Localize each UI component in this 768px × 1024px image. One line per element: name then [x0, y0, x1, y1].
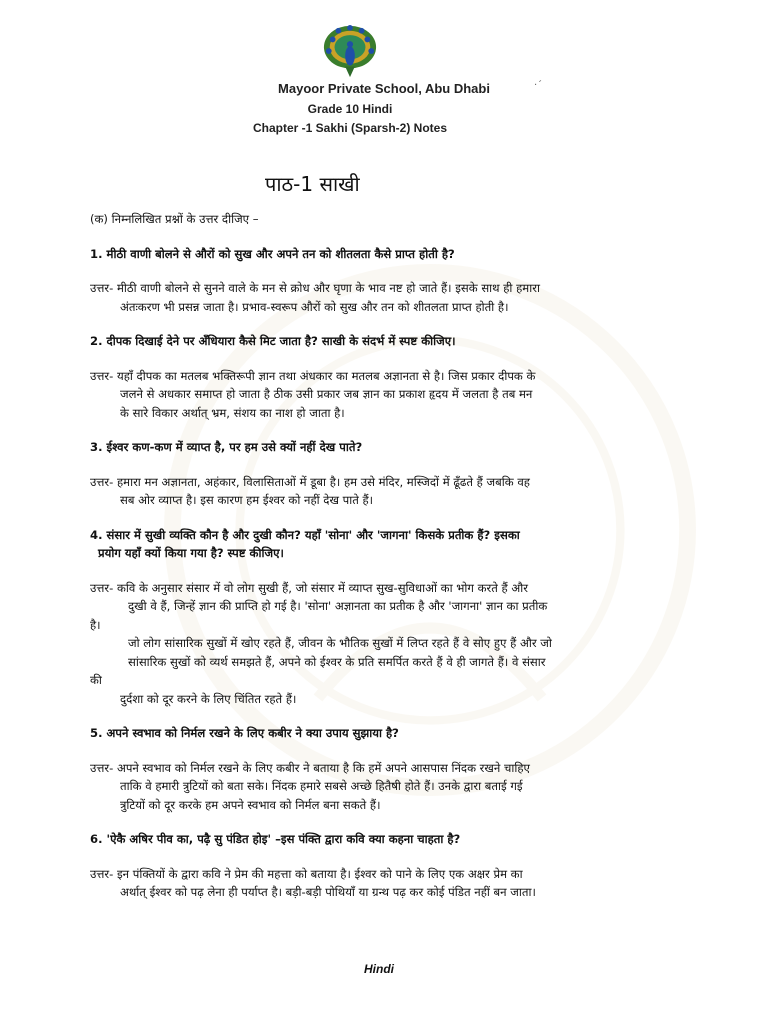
question-line — [90, 245, 690, 264]
question-line — [90, 724, 690, 743]
question-text: अपने स्वभाव को निर्मल रखने के लिए कबीर ने क्या उपाय सुझाया है? — [106, 726, 399, 740]
answer — [90, 759, 690, 815]
answer-line: ताकि वे हमारी त्रुटियों को बता सके। निंदक हमारे सबसे अच्छे हितैषी होते हैं। उनके द्वारा बताई गई — [120, 779, 523, 793]
answer-line: उत्तर- कवि के अनुसार संसार में वो लोग सुखी हैं, जो संसार में व्याप्त सुख-सुविधाओं का भोग करते हैं और — [90, 580, 529, 595]
answer-line: उत्तर- हमारा मन अज्ञानता, अहंकार, विलासिताओं में डूबा है। हम उसे मंदिर, मस्जिदों में ढूँढते हैं जबकि वह — [90, 474, 530, 489]
question-line — [90, 830, 690, 849]
answer-line: सब ओर व्याप्त है। इस कारण हम ईश्वर को नहीं देख पाते हैं। — [120, 493, 374, 507]
question-number: 4. — [90, 527, 103, 542]
answer-line: उत्तर- यहाँ दीपक का मतलब भक्तिरूपी ज्ञान तथा अंधकार का मतलब अज्ञानता से है। जिस प्रकार दीपक के — [90, 368, 536, 383]
question-line — [90, 332, 690, 351]
question-number: 1. — [90, 246, 103, 261]
corner-mark: ·ˊ — [534, 80, 543, 91]
instruction: (क) निम्नलिखित प्रश्नों के उत्तर दीजिए – — [90, 212, 259, 226]
question-number: 2. — [90, 334, 103, 348]
question — [90, 245, 690, 264]
answer-line: है। — [90, 617, 101, 632]
grade-label: Grade 10 Hindi — [307, 102, 393, 116]
peacock-logo — [321, 24, 379, 80]
answer — [90, 279, 690, 316]
notes-content — [90, 210, 690, 918]
answer-line: दुर्दशा को दूर करने के लिए चिंतित रहते हैं। — [120, 691, 297, 706]
answer-line: अंतःकरण भी प्रसन्न जाता है। प्रभाव-स्वरूप औरों को सुख और तन को शीतलता प्राप्त होती है। — [120, 299, 509, 314]
question — [90, 830, 690, 849]
question-number: 5. — [90, 726, 103, 740]
qa-list — [90, 245, 690, 902]
question — [90, 332, 690, 351]
answer-line: सांसारिक सुखों को व्यर्थ समझते हैं, अपने को ईश्वर के प्रति समर्पित करते हैं वे ही जागते हैं। वे संसार — [128, 654, 546, 669]
question-text: मीठी वाणी बोलने से औरों को सुख और अपने तन को शीतलता कैसे प्राप्त होती है? — [106, 246, 455, 261]
answer-line: उत्तर- अपने स्वभाव को निर्मल रखने के लिए कबीर ने बताया है कि हमें अपने आसपास निंदक रखने चाहिए — [90, 760, 530, 775]
answer-line: उत्तर- इन पंक्तियों के द्वारा कवि ने प्रेम की महत्ता को बताया है। ईश्वर को पाने के लिए एक अक्षर प्रेम का — [90, 866, 523, 881]
question-line — [90, 438, 690, 457]
answer-line: अर्थात् ईश्वर को पढ़ लेना ही पर्याप्त है। बड़ी-बड़ी पोथियाँ या ग्रन्थ पढ़ कर कोई पंडित नहीं बन जाता। — [120, 885, 536, 899]
answer-line: त्रुटियों को दूर करके हम अपने स्वभाव को निर्मल बना सकते हैं। — [120, 797, 381, 812]
answer-line: उत्तर- मीठी वाणी बोलने से सुनने वाले के मन से क्रोध और घृणा के भाव नष्ट हो जाते हैं। इसके साथ ही हमारा — [90, 281, 540, 295]
footer-label: Hindi — [364, 962, 394, 976]
answer — [90, 579, 690, 709]
question-text: 'ऐकै अषिर पीव का, पढ़ै सु पंडित होइ' –इस पंक्ति द्वारा कवि क्या कहना चाहता है? — [106, 832, 461, 846]
answer — [90, 367, 690, 423]
answer-line: के सारे विकार अर्थात् भ्रम, संशय का नाश हो जाता है। — [120, 405, 345, 420]
answer-line: दुखी वे हैं, जिन्हें ज्ञान की प्राप्ति हो गई है। 'सोना' अज्ञानता का प्रतीक है और 'जागना' ज्ञान का प्रतीक — [128, 599, 548, 613]
question-text: ईश्वर कण-कण में व्याप्त है, पर हम उसे क्यों नहीं देख पाते? — [106, 440, 363, 454]
answer — [90, 865, 690, 902]
chapter-label: Chapter -1 Sakhi (Sparsh-2) Notes — [252, 121, 448, 135]
school-name: Mayoor Private School, Abu Dhabi — [278, 81, 490, 96]
question-text: दीपक दिखाई देने पर अँधियारा कैसे मिट जाता है? साखी के संदर्भ में स्पष्ट कीजिए। — [106, 334, 456, 348]
answer — [90, 473, 690, 510]
answer-line: जो लोग सांसारिक सुखों में खोए रहते हैं, जीवन के भौतिक सुखों में लिप्त रहते हैं वे सोए हुए हैं और जो — [128, 636, 552, 650]
question-line — [90, 526, 690, 545]
question — [90, 438, 690, 457]
question-text: संसार में सुखी व्यक्ति कौन है और दुखी कौन? यहाँ 'सोना' और 'जागना' किसके प्रतीक हैं? इसका — [106, 527, 520, 542]
lesson-title: पाठ-1 साखी — [265, 172, 360, 196]
question — [90, 724, 690, 743]
question — [90, 526, 690, 563]
answer-line: की — [90, 673, 102, 687]
answer-line: जलने से अधकार समाप्त हो जाता है ठीक उसी प्रकार जब ज्ञान का प्रकाश हृदय में जलता है तब मन — [120, 387, 533, 401]
question-number: 3. — [90, 440, 103, 454]
question-line: प्रयोग यहाँ क्यों किया गया है? स्पष्ट कीजिए। — [98, 546, 284, 560]
question-number: 6. — [90, 832, 103, 846]
